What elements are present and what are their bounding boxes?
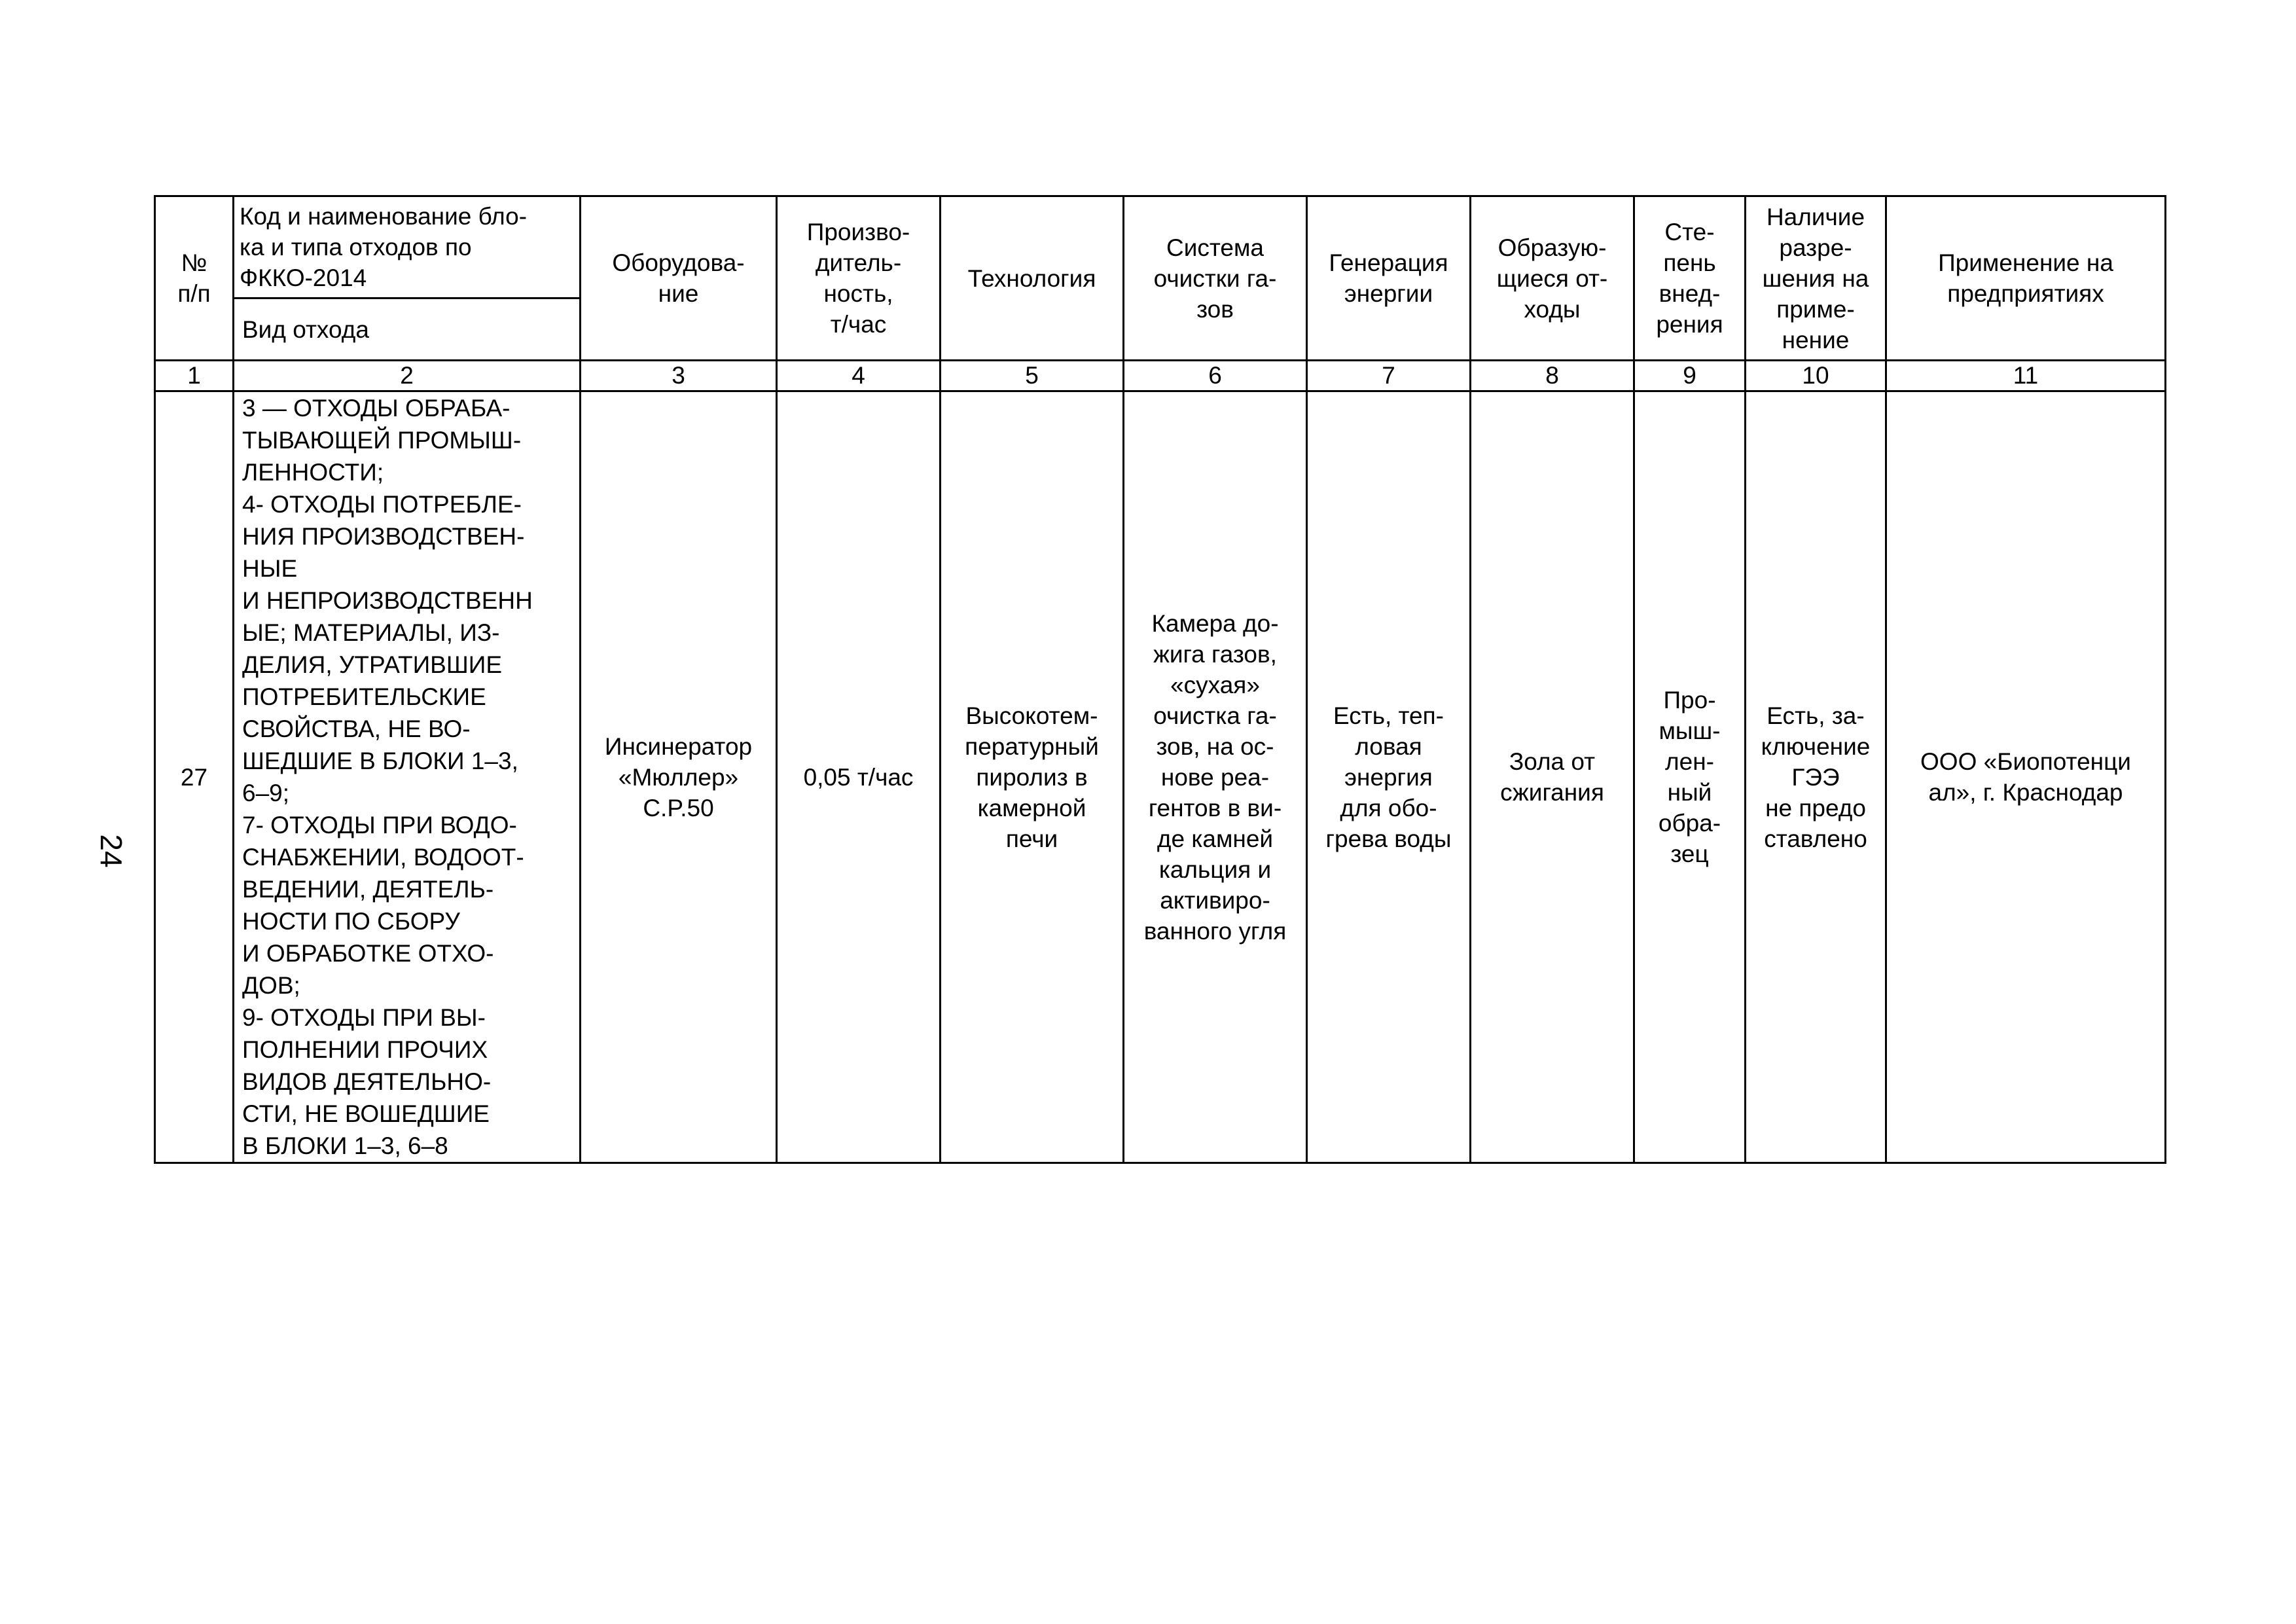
column-number: 9 — [1634, 361, 1746, 391]
header-num: № п/п — [155, 196, 234, 361]
row-permit: Есть, за- ключение ГЭЭ не предо ставлено — [1746, 391, 1886, 1163]
table-row — [155, 391, 2166, 1163]
header-waste-formed: Образую- щиеся от- ходы — [1471, 196, 1634, 361]
header-permit: Наличие разре- шения на приме- нение — [1746, 196, 1886, 361]
column-number: 7 — [1307, 361, 1471, 391]
header-capacity: Произво- дитель- ность, т/час — [777, 196, 941, 361]
column-number: 1 — [155, 361, 234, 391]
column-number: 2 — [234, 361, 581, 391]
column-number: 4 — [777, 361, 941, 391]
column-number: 10 — [1746, 361, 1886, 391]
header-gas-cleaning: Система очистки га- зов — [1124, 196, 1307, 361]
row-technology: Высокотем- пературный пиролиз в камерной печи — [941, 391, 1124, 1163]
header-waste-type: Вид отхода — [234, 298, 581, 361]
header-row — [155, 196, 2166, 298]
row-energy: Есть, теп- ловая энергия для обо- грева воды — [1307, 391, 1471, 1163]
header-code-name: Код и наименование бло- ка и типа отходов по ФККО-2014 — [234, 196, 581, 298]
row-application: ООО «Биопотенци ал», г. Краснодар — [1886, 391, 2166, 1163]
header-equipment: Оборудова- ние — [581, 196, 777, 361]
header-energy: Генерация энергии — [1307, 196, 1471, 361]
row-implementation: Про- мыш- лен- ный обра- зец — [1634, 391, 1746, 1163]
column-number: 8 — [1471, 361, 1634, 391]
column-number: 5 — [941, 361, 1124, 391]
row-equipment: Инсинератор «Мюллер» C.P.50 — [581, 391, 777, 1163]
row-waste-formed: Зола от сжигания — [1471, 391, 1634, 1163]
row-num: 27 — [155, 391, 234, 1163]
column-number: 3 — [581, 361, 777, 391]
waste-technology-table — [154, 195, 2166, 1164]
column-number-row — [155, 361, 2166, 391]
header-application: Применение на предприятиях — [1886, 196, 2166, 361]
row-capacity: 0,05 т/час — [777, 391, 941, 1163]
column-number: 6 — [1124, 361, 1307, 391]
column-number: 11 — [1886, 361, 2166, 391]
header-technology: Технология — [941, 196, 1124, 361]
row-codes: 3 — ОТХОДЫ ОБРАБА- ТЫВАЮЩЕЙ ПРОМЫШ- ЛЕННОСТИ; 4- ОТХОДЫ ПОТРЕБЛЕ- НИЯ ПРОИЗВОДСТВЕН- НЫЕ И НЕПРОИЗВОДСТВЕНН ЫЕ; МАТЕРИАЛЫ, ИЗ- ДЕЛИЯ, УТРАТИВШИЕ ПОТРЕБИТЕЛЬСКИЕ СВОЙСТВА, НЕ ВО- ШЕДШИЕ В БЛОКИ 1–3, 6–9; 7- ОТХОДЫ ПРИ ВОДО- СНАБЖЕНИИ, ВОДООТ- ВЕДЕНИИ, ДЕЯТЕЛЬ- НОСТИ ПО СБОРУ И ОБРАБОТКЕ ОТХО- ДОВ; 9- ОТХОДЫ ПРИ ВЫ- ПОЛНЕНИИ ПРОЧИХ ВИДОВ ДЕЯТЕЛЬНО- СТИ, НЕ ВОШЕДШИЕ В БЛОКИ 1–3, 6–8 — [234, 391, 581, 1163]
row-gas-cleaning: Камера до- жига газов, «сухая» очистка га- зов, на ос- нове реа- гентов в ви- де камней кальция и активиро- ванного угля — [1124, 391, 1307, 1163]
page-number: 24 — [94, 834, 128, 868]
header-implementation: Сте- пень внед- рения — [1634, 196, 1746, 361]
